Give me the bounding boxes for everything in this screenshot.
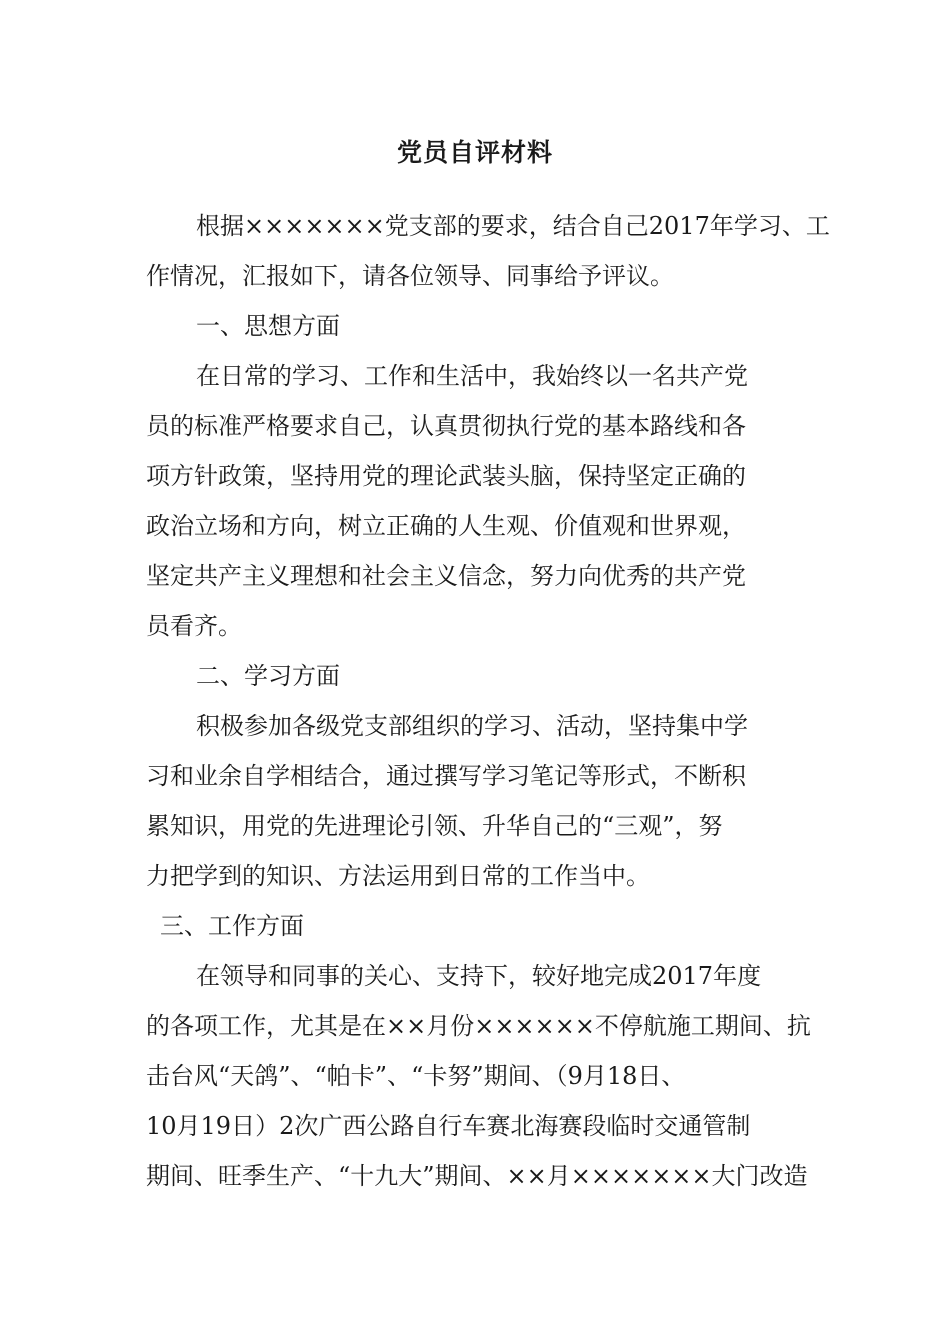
paragraph-line: 在领导和同事的关心、支持下，较好地完成2017年度 [196, 962, 762, 990]
paragraph-line: 10月19日）2次广西公路自行车赛北海赛段临时交通管制 [146, 1112, 751, 1140]
paragraph-line: 员看齐。 [146, 612, 242, 640]
paragraph-line: 根据×××××××党支部的要求，结合自己2017年学习、工 [196, 212, 830, 240]
paragraph-line: 坚定共产主义理想和社会主义信念，努力向优秀的共产党 [146, 562, 746, 590]
paragraph-line: 员的标准严格要求自己，认真贯彻执行党的基本路线和各 [146, 412, 746, 440]
paragraph-line: 击台风“天鸽”、“帕卡”、“卡努”期间、（9月18日、 [146, 1062, 686, 1090]
paragraph-line: 习和业余自学相结合，通过撰写学习笔记等形式，不断积 [146, 762, 746, 790]
paragraph-line: 力把学到的知识、方法运用到日常的工作当中。 [146, 862, 650, 890]
paragraph-line: 项方针政策，坚持用党的理论武装头脑，保持坚定正确的 [146, 462, 746, 490]
paragraph-line: 政治立场和方向，树立正确的人生观、价值观和世界观， [146, 512, 746, 540]
paragraph-line: 积极参加各级党支部组织的学习、活动，坚持集中学 [196, 712, 748, 740]
document-title: 党员自评材料 [396, 138, 553, 167]
paragraph-line: 的各项工作，尤其是在××月份××××××不停航施工期间、抗 [146, 1012, 811, 1040]
paragraph-line: 期间、旺季生产、“十九大”期间、××月×××××××大门改造 [146, 1162, 808, 1190]
paragraph-line: 累知识，用党的先进理论引领、升华自己的“三观”，努 [146, 812, 723, 840]
section-heading-thought: 一、思想方面 [196, 312, 340, 340]
paragraph-line: 作情况，汇报如下，请各位领导、同事给予评议。 [146, 262, 674, 290]
section-heading-work: 三、工作方面 [160, 912, 304, 940]
section-heading-study: 二、学习方面 [196, 662, 340, 690]
paragraph-line: 在日常的学习、工作和生活中，我始终以一名共产党 [196, 362, 748, 390]
